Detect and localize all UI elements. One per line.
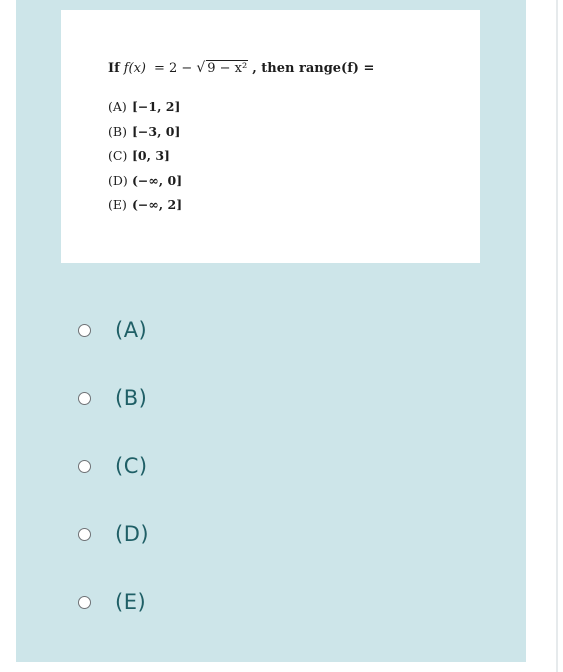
question-panel xyxy=(16,0,526,662)
choice-a: (A) [−1, 2] xyxy=(108,99,181,114)
answer-choices-list xyxy=(108,97,182,220)
option-a-label[interactable]: (A) xyxy=(115,318,148,342)
radio-e[interactable] xyxy=(78,596,91,609)
option-d[interactable] xyxy=(60,500,149,568)
radio-a[interactable] xyxy=(78,324,91,337)
stem-equals: = 2 − xyxy=(153,61,193,76)
radio-options xyxy=(60,296,149,636)
question-image-card xyxy=(61,10,480,263)
option-a[interactable] xyxy=(60,296,149,364)
option-c-label[interactable]: (C) xyxy=(115,454,148,478)
option-b[interactable] xyxy=(60,364,149,432)
option-c[interactable] xyxy=(60,432,149,500)
question-stem xyxy=(108,60,374,76)
square-root: √ 9 − x² xyxy=(196,60,248,76)
radio-c[interactable] xyxy=(78,460,91,473)
option-b-label[interactable]: (B) xyxy=(115,386,148,410)
right-divider xyxy=(556,0,558,672)
radio-d[interactable] xyxy=(78,528,91,541)
option-e[interactable] xyxy=(60,568,149,636)
stem-function: f(x) xyxy=(123,61,146,76)
radio-b[interactable] xyxy=(78,392,91,405)
choice-b: (B) [−3, 0] xyxy=(108,123,181,139)
option-d-label[interactable]: (D) xyxy=(115,522,150,546)
choice-e: (E) (−∞, 2] xyxy=(108,197,183,212)
stem-prefix: If xyxy=(108,61,120,76)
choice-d: (D) (−∞, 0] xyxy=(108,172,183,188)
stem-suffix: , then range(f) = xyxy=(252,61,375,76)
stem-radicand: 9 − x² xyxy=(207,61,248,76)
option-e-label[interactable]: (E) xyxy=(115,590,147,614)
choice-c: (C) [0, 3] xyxy=(108,148,170,163)
